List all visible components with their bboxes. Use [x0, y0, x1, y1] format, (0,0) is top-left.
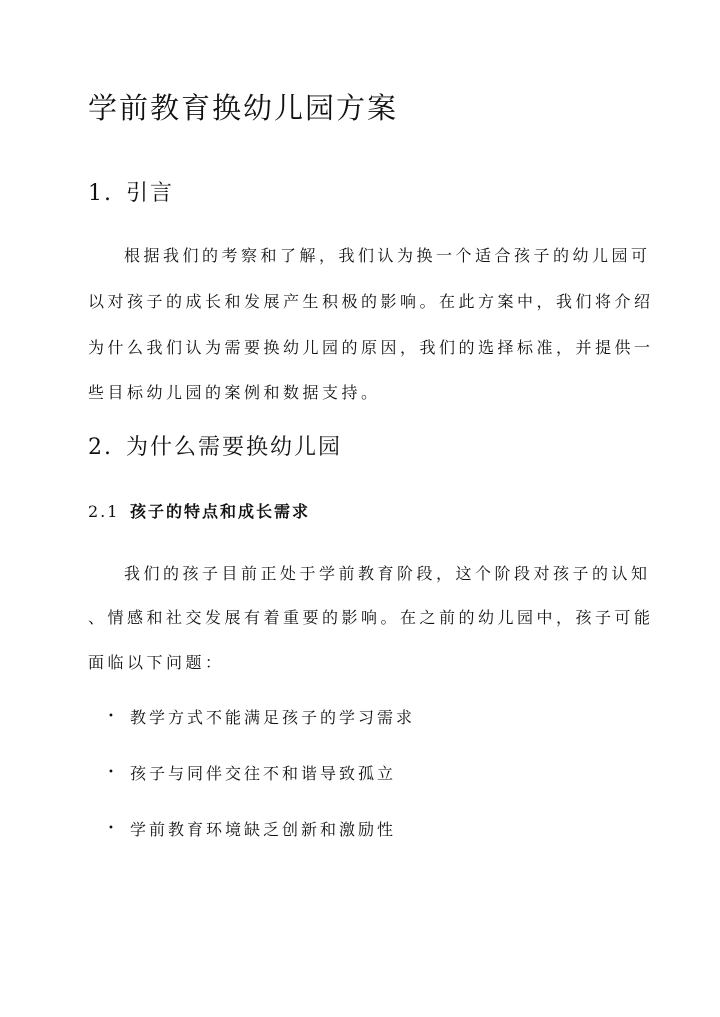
list-item: [108, 817, 396, 840]
bullet-icon: •: [108, 767, 117, 778]
document-title: 学前教育换幼儿园方案: [88, 91, 399, 125]
paragraph-line: 以对孩子的成长和发展产生积极的影响。在此方案中，我们将介绍: [88, 292, 654, 311]
list-item-text: 学前教育环境缺乏创新和激励性: [130, 820, 397, 839]
section-1-heading: [88, 176, 174, 207]
paragraph-line: 为什么我们认为需要换幼儿园的原因，我们的选择标准，并提供一: [88, 338, 654, 357]
subsection-2-1-number: 2.1: [88, 502, 120, 521]
section-1-number: 1.: [88, 181, 113, 206]
paragraph-line: 面临以下问题：: [88, 653, 225, 672]
subsection-2-1-heading: [88, 499, 310, 522]
bullet-icon: •: [108, 711, 117, 722]
list-item-text: 孩子与同伴交往不和谐导致孤立: [130, 764, 397, 783]
subsection-2-1-title: 孩子的特点和成长需求: [130, 502, 311, 521]
paragraph-line: 些目标幼儿园的案例和数据支持。: [88, 383, 381, 402]
section-1-title: 引言: [126, 181, 175, 206]
section-2-title: 为什么需要换幼儿园: [126, 435, 343, 460]
paragraph-line: 我们的孩子目前正处于学前教育阶段，这个阶段对孩子的认知: [124, 564, 651, 583]
list-item: [108, 705, 415, 728]
paragraph-line: 根据我们的考察和了解，我们认为换一个适合孩子的幼儿园可: [124, 246, 651, 265]
list-item-text: 教学方式不能满足孩子的学习需求: [130, 708, 416, 727]
section-2-heading: [88, 430, 342, 461]
list-item: [108, 761, 396, 784]
paragraph-line: 、情感和社交发展有着重要的影响。在之前的幼儿园中，孩子可能: [88, 608, 654, 627]
section-2-number: 2.: [88, 435, 113, 460]
bullet-icon: •: [108, 823, 117, 834]
